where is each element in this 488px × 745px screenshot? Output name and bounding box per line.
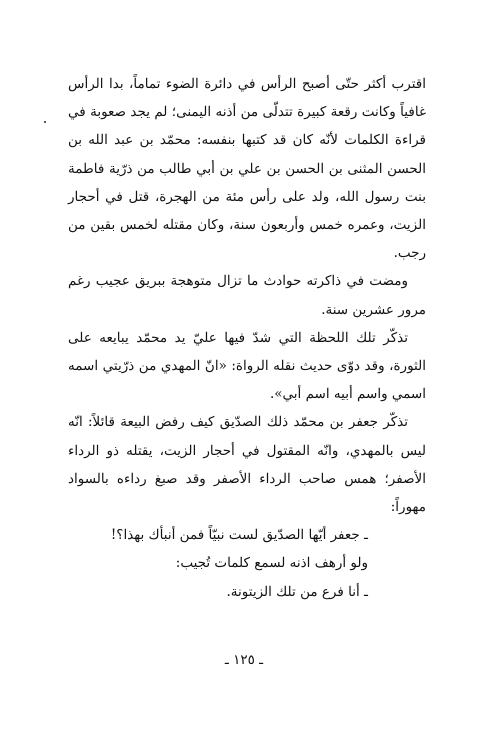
paragraph-4: تذكّر جعفر بن محمّد ذلك الصدّيق كيف رفض البيعة قائلاً: انّه ليس بالمهدي، وانّه المقتول في أحجار الزيت، يقتله ذو الرداء الأصفر؛ همس صاحب الرداء الأصفر وقد صبغ رداءه بالسواد مهوراً: xyxy=(68,414,426,516)
dialog-line-2: ولو أرهف اذنه لسمع كلمات تُجيب: xyxy=(175,555,368,572)
paragraph-1: اقترب أكثر حتّى أصبح الرأس في دائرة الضوء تماماً، بدا الرأس غافياً وكانت رقعة كبيرة تتدلّى من أذنه اليمنى؛ لم يجد صعوبة في قراءة الكلمات لأنّه كان قد كتبها بنفسه: محمّد بن عبد الله بن الحسن المثنى بن الحسن بن علي بن أبي طالب من ذرّية فاطمة بنت رسول الله، ولد على رأس مئة من الهجرة، قتل في أحجار الزيت، وعمره خمس وأربعون سنة، وكان مقتله لخمس بقين من رجب. xyxy=(68,76,426,262)
dialog-line-1: ـ جعفر أيّها الصدّيق لست نبيّاً فمن أنبأك بهذا؟! xyxy=(110,527,368,544)
paragraph-2: ومضت في ذاكرته حوادث ما تزال متوهجة ببريق عجيب رغم مرور عشرين سنة. xyxy=(68,273,426,318)
dialog-line-3: ـ أنا فرع من تلك الزيتونة. xyxy=(226,583,368,600)
stray-mark xyxy=(44,121,46,123)
paragraph-3: تذكّر تلك اللحظة التي شدّ فيها عليّ يد محمّد يبايعه على الثورة، وقد دوّى حديث نقله الرواة: «انّ المهدي من ذرّيتي اسمه اسمي واسم أبيه اسم أبي». xyxy=(68,329,426,403)
page-number: ـ ١٢٥ ـ xyxy=(224,652,264,668)
body-text xyxy=(68,70,426,606)
